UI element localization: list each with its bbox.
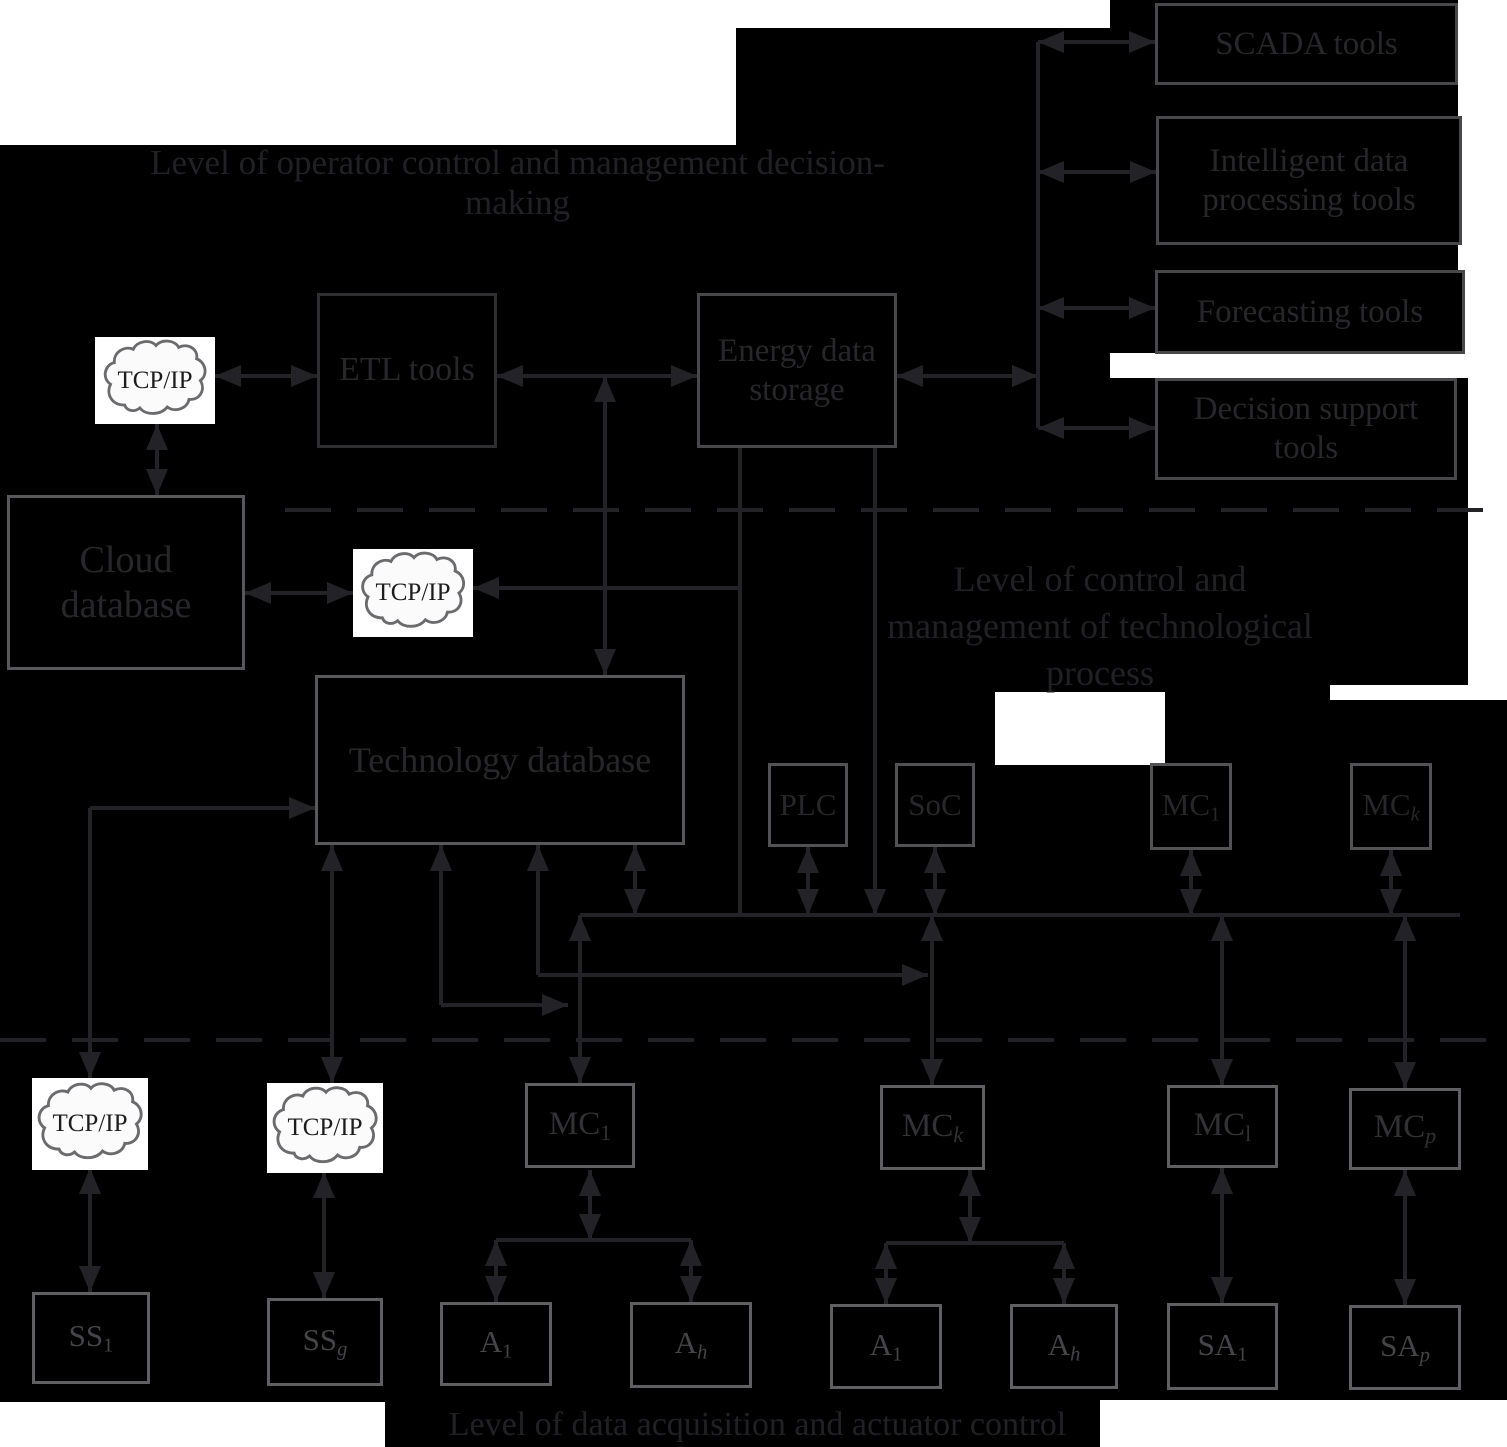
arrowhead — [1180, 850, 1202, 876]
tcpip-label: TCP/IP — [52, 1110, 128, 1137]
arrowhead — [959, 1170, 981, 1196]
sa1-box — [1167, 1303, 1278, 1390]
background-patch — [1330, 685, 1507, 700]
background-patch — [736, 0, 1110, 28]
energy-data-storage-box — [697, 293, 897, 448]
arrowhead — [1053, 1243, 1075, 1269]
arrowhead — [1394, 915, 1416, 941]
arrowhead — [1129, 297, 1155, 319]
decision-support-tools-label: Decision support tools — [1193, 391, 1419, 466]
cloud-database-box — [7, 495, 245, 670]
sap-box — [1349, 1305, 1461, 1390]
connector — [90, 806, 315, 810]
technology-database-label: Technology database — [348, 739, 652, 780]
mck-l3-label: $MC_k$ — [901, 1107, 964, 1147]
forecasting-tools-label: Forecasting tools — [1196, 293, 1424, 330]
arrowhead — [245, 582, 271, 604]
arrowhead — [1211, 915, 1233, 941]
arrowhead — [291, 365, 317, 387]
ss1-label: $SS_1$ — [68, 1318, 114, 1357]
connector — [873, 448, 877, 915]
soc-box — [895, 763, 975, 847]
scada-tools-label: SCADA tools — [1215, 25, 1398, 62]
tcpip-cloud-top — [95, 337, 215, 424]
arrowhead — [1038, 417, 1064, 439]
arrowhead — [1380, 850, 1402, 876]
mcl-l3-label: $MC_l$ — [1193, 1106, 1252, 1146]
mc1-mid-box — [1150, 763, 1232, 850]
arrowhead — [579, 1170, 601, 1196]
arrowhead — [897, 365, 923, 387]
arrowhead — [497, 365, 523, 387]
arrowhead — [1211, 1168, 1233, 1194]
arrowhead — [959, 1217, 981, 1243]
ss1-box — [32, 1292, 150, 1384]
tcpip-label: TCP/IP — [287, 1114, 363, 1141]
forecasting-tools-box — [1155, 270, 1465, 354]
tcpip-label: TCP/IP — [117, 366, 193, 394]
level1-title-line2: making — [465, 183, 570, 222]
connector — [473, 586, 740, 590]
ah-right-label: $A_h$ — [1047, 1326, 1081, 1366]
a1-left-box — [440, 1302, 552, 1386]
arrowhead — [624, 889, 646, 915]
arrowhead — [797, 847, 819, 873]
mck-mid-label: $MC_k$ — [1362, 786, 1420, 826]
arrowhead — [321, 1057, 343, 1083]
connector — [538, 973, 928, 977]
background-patch — [0, 0, 736, 145]
etl-tools-label: ETL tools — [339, 351, 475, 389]
tcpip-cloud-mid — [353, 549, 473, 637]
arrowhead — [430, 845, 452, 871]
arrowhead — [797, 889, 819, 915]
arrowhead — [902, 964, 928, 986]
mc1-mid-label: $MC_1$ — [1161, 786, 1221, 826]
background-patch — [0, 1402, 385, 1447]
connector — [330, 845, 334, 1083]
tcpip-label: TCP/IP — [375, 579, 451, 606]
decision-support-tools-box — [1155, 378, 1457, 480]
arrowhead — [146, 469, 168, 495]
mc1-l3-box — [525, 1083, 635, 1168]
arrowhead — [924, 847, 946, 873]
arrowhead — [327, 582, 353, 604]
scada-tools-box — [1155, 3, 1458, 85]
arrowhead — [313, 1272, 335, 1298]
arrowhead — [875, 1243, 897, 1269]
arrowhead — [624, 845, 646, 871]
mc1-l3-label: $MC_1$ — [548, 1105, 612, 1145]
arrowhead — [485, 1240, 507, 1266]
energy-data-storage-label: Energy data storage — [718, 332, 876, 408]
arrowhead — [1211, 1277, 1233, 1303]
connector — [496, 1238, 691, 1242]
intelligent-data-processing-tools-label: Intelligent data processing tools — [1202, 142, 1416, 218]
sa1-label: $SA_1$ — [1197, 1326, 1248, 1366]
level-separator-lower — [0, 1038, 1507, 1042]
tcpip-cloud-bottom-1 — [32, 1078, 148, 1170]
arrowhead — [1053, 1278, 1075, 1304]
arrowhead — [1038, 31, 1064, 53]
intelligent-data-processing-tools-box — [1156, 116, 1462, 245]
arrowhead — [1180, 889, 1202, 915]
arrowhead — [864, 889, 886, 915]
level2-title-line2: management of technological — [887, 605, 1313, 646]
a1-right-box — [830, 1304, 942, 1389]
ah-left-box — [630, 1302, 752, 1388]
arrowhead — [671, 365, 697, 387]
arrowhead — [79, 1052, 101, 1078]
level2-title-line1: Level of control and — [953, 559, 1247, 599]
level2-title — [880, 556, 1320, 696]
arrowhead — [473, 577, 499, 599]
background-patch — [995, 692, 1165, 765]
connector — [603, 376, 607, 675]
background-patch — [1468, 378, 1507, 685]
arrowhead — [1380, 889, 1402, 915]
plc-box — [768, 763, 848, 847]
ah-right-box — [1010, 1304, 1118, 1389]
mcp-l3-box — [1349, 1088, 1461, 1170]
level1-title-line1: Level of operator control and management decision- — [150, 143, 885, 182]
a1-right-label: $A_1$ — [869, 1326, 903, 1366]
level-separator-upper — [285, 508, 1507, 512]
arrowhead — [289, 797, 315, 819]
background-patch — [1110, 353, 1507, 378]
connector — [88, 808, 92, 1078]
technology-database-box — [315, 675, 685, 845]
arrowhead — [1394, 1279, 1416, 1305]
mck-mid-box — [1350, 763, 1432, 850]
connector — [580, 913, 1460, 917]
arrowhead — [680, 1240, 702, 1266]
background-patch — [1100, 1400, 1507, 1447]
ah-left-label: $A_h$ — [674, 1325, 708, 1364]
ssg-label: $SS_g$ — [302, 1322, 348, 1361]
arrowhead — [527, 845, 549, 871]
arrowhead — [146, 424, 168, 450]
arrowhead — [215, 365, 241, 387]
arrowhead — [579, 1214, 601, 1240]
arrowhead — [924, 889, 946, 915]
arrowhead — [875, 1278, 897, 1304]
cloud-database-label: Cloud database — [60, 538, 192, 626]
ssg-box — [267, 1298, 383, 1386]
arrowhead — [313, 1172, 335, 1198]
soc-label: SoC — [908, 786, 962, 822]
arrowhead — [1130, 161, 1156, 183]
arrowhead — [921, 1059, 943, 1085]
arrowhead — [1038, 161, 1064, 183]
arrowhead — [1012, 365, 1038, 387]
arrowhead — [569, 1057, 591, 1083]
mcl-l3-box — [1167, 1085, 1278, 1168]
arrowhead — [1394, 1170, 1416, 1196]
arrowhead — [1394, 1062, 1416, 1088]
arrowhead — [680, 1276, 702, 1302]
arrowhead — [485, 1276, 507, 1302]
etl-tools-box — [317, 293, 497, 448]
plc-label: PLC — [779, 786, 837, 822]
tcpip-cloud-bottom-2 — [267, 1083, 383, 1173]
arrowhead — [921, 915, 943, 941]
arrowhead — [1129, 417, 1155, 439]
level1-title — [95, 143, 940, 223]
level3-title: Level of data acquisition and actuator control — [448, 1406, 1067, 1443]
arrowhead — [1129, 31, 1155, 53]
arrowhead — [594, 649, 616, 675]
arrowhead — [79, 1266, 101, 1292]
arrowhead — [542, 994, 568, 1016]
arrowhead — [321, 845, 343, 871]
arrowhead — [79, 1168, 101, 1194]
arrowhead — [1211, 1059, 1233, 1085]
arrowhead — [594, 376, 616, 402]
connector — [886, 1241, 1064, 1245]
connector — [497, 374, 697, 378]
connector — [738, 448, 742, 915]
sap-label: $SA_p$ — [1380, 1327, 1430, 1367]
background-patch — [1458, 0, 1507, 356]
arrowhead — [569, 915, 591, 941]
mck-l3-box — [880, 1085, 985, 1170]
level2-title-line3: process — [1046, 652, 1154, 693]
arrowhead — [1038, 297, 1064, 319]
a1-left-label: $A_1$ — [479, 1324, 513, 1363]
mcp-l3-label: $MC_p$ — [1373, 1109, 1437, 1149]
